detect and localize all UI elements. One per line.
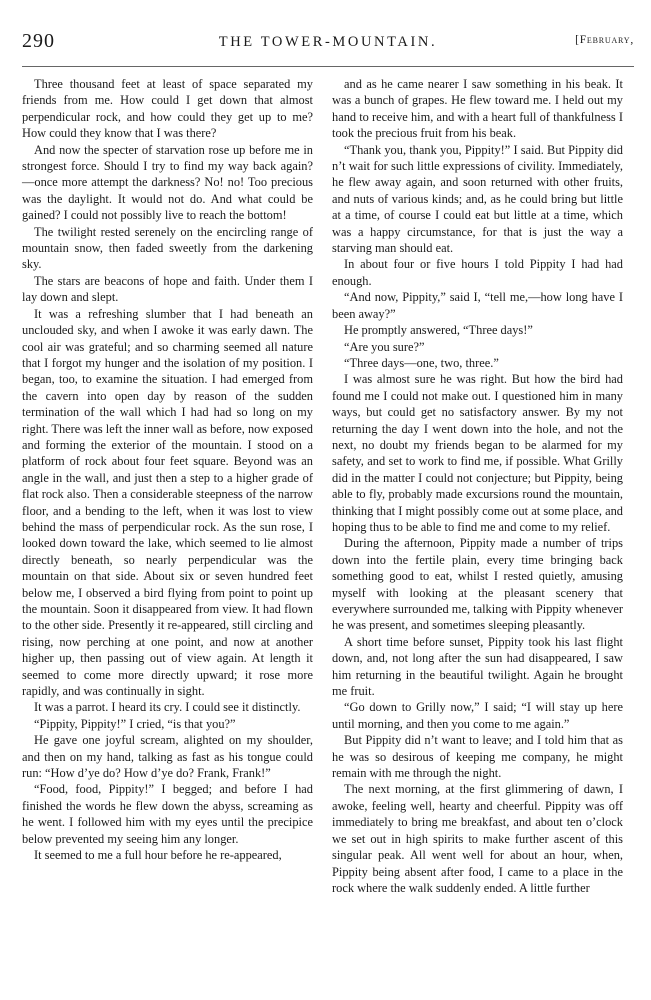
header-rule xyxy=(22,66,634,67)
paragraph: It seemed to me a full hour before he re-appeared, xyxy=(34,848,282,863)
paragraph: and as he came nearer I saw something in his beak. It was a bunch of grapes. He flew toward me. I held out my hand to receive him, and with a heart full of thankfulness I took the precious fruit from his beak. xyxy=(332,77,623,141)
paragraph: The next morning, at the first glimmering of dawn, I awoke, feeling well, hearty and cheerful. Pippity was off immediately to bring me breakfast, and about ten o’clock we set out in high spirits to make further ascent of this singular peak. All went well for about an hour, when, Pippity being absent after food, I came to a place in the rock where the walk suddenly ended. A little further xyxy=(332,782,623,895)
paragraph: It was a refreshing slumber that I had beneath an unclouded sky, and when I awoke it was early dawn. The cool air was grateful; and so charming seemed all nature that I forgot my hunger and the isolation of my position. I began, too, to examine the situation. I had emerged from the cavern into open day by reason of the sudden termination of the wall which I had had so long on my right. There was left the inner wall as before, now exposed and forming the exterior of the mountain. I stood on a platform of rock about four feet square. Beyond was an angle in the wall, and just then a step to a higher grade of flat rock also. Then a considerable steepness of the narrow floor, and a bending to the left, when it was lost to view behind the mass of perpendicular rock. As the sun rose, I looked down toward the lake, which seemed to lie almost directly beneath, so nearly perpendicular was the mountain on that side. About six or seven hundred feet below me, I observed a bird flying from point to point up the mountain. Soon it disappeared from view. It had flown to the other side. Presently it re-appeared, still circling and rising, now perching at one point, and now at another higher up, then passing out of view again. At length it seemed to come more directly upward; it rose more rapidly, and was continually in sight. xyxy=(22,306,313,699)
paragraph: “Three days—one, two, three.” xyxy=(344,355,499,370)
paragraph: “Food, food, Pippity!” I begged; and before I had finished the words he flew down the abyss, screaming as he went. I followed him with my eyes until the precipice below prevented my seeing him any longer. xyxy=(22,782,313,846)
paragraph: It was a parrot. I heard its cry. I could see it distinctly. xyxy=(34,700,301,715)
page-number: 290 xyxy=(22,30,55,52)
paragraph: He gave one joyful scream, alighted on my shoulder, and then on my hand, talking as fast as his tongue could run: “How d’ye do? How d’ye do? Frank, Frank!” xyxy=(22,733,313,781)
paragraph: He promptly answered, “Three days!” xyxy=(344,323,533,338)
paragraph: The stars are beacons of hope and faith. Under them I lay down and slept. xyxy=(22,273,313,305)
paragraph: But Pippity did n’t want to leave; and I told him that as he was so desirous of keeping me company, he might remain with me through the night. xyxy=(332,733,623,781)
paragraph: The twilight rested serenely on the encircling range of mountain snow, then faded sweetly from the darkening sky. xyxy=(22,224,313,272)
left-column xyxy=(22,76,313,864)
paragraph: In about four or five hours I told Pippity I had had enough. xyxy=(332,257,623,288)
paragraph: “And now, Pippity,” said I, “tell me,—how long have I been away?” xyxy=(332,290,623,321)
paragraph: “Go down to Grilly now,” I said; “I will stay up here until morning, and then you come to me again.” xyxy=(332,700,623,731)
paragraph: A short time before sunset, Pippity took his last flight down, and, not long after the sun had disappeared, I saw him returning in the beautiful twilight. Again he brought me fruit. xyxy=(332,634,623,699)
paragraph: During the afternoon, Pippity made a number of trips down into the fertile plain, every time bringing back something good to eat, whilst I rested quietly, amusing myself with looking at the pleasant scenery that everywhere surrounded me, talking with Pippity whenever he was present, and sometimes sleeping pleasantly. xyxy=(332,536,623,633)
running-title: THE TOWER-MOUNTAIN. xyxy=(218,34,438,50)
issue-month: [February, xyxy=(575,34,634,46)
paragraph: “Thank you, thank you, Pippity!” I said. But Pippity did n’t wait for such little expressions of civility. Immediately, he flew away again, and soon returned with other fruits, and nuts of various kinds; and, as he could bring but little at a time, of course I could eat but little at a time, which was a happy circumstance, for that is just the way a starving man should eat. xyxy=(332,142,623,256)
right-column xyxy=(332,76,623,896)
paragraph: “Are you sure?” xyxy=(344,339,425,354)
running-header xyxy=(22,30,634,56)
paragraph: And now the specter of starvation rose up before me in strongest force. Should I try to find my way back again?—once more attempt the darkness? No! no! Too precious was the daylight. It would not do. And what could be gained? I could not possibly live to reach the bottom! xyxy=(22,142,313,223)
paragraph: Three thousand feet at least of space separated my friends from me. How could I get down that almost perpendicular rock, and how could they get up to me? How could they know that I was there? xyxy=(22,77,313,141)
paragraph: I was almost sure he was right. But how the bird had found me I could not make out. I questioned him in many ways, but could get no satisfactory answer. By my not returning the day I went down into the hole, and not the next, no doubt my friends began to be alarmed for my safety, and set to work to find me, if possible. What Grilly did in the matter I could not conjecture; but Pippity, being able to fly, probably made excursions round the mountain, thinking that I might possibly come out at some place, and hoping thus to be able to find me and come to my relief. xyxy=(332,372,623,534)
paragraph: “Pippity, Pippity!” I cried, “is that you?” xyxy=(34,716,236,731)
